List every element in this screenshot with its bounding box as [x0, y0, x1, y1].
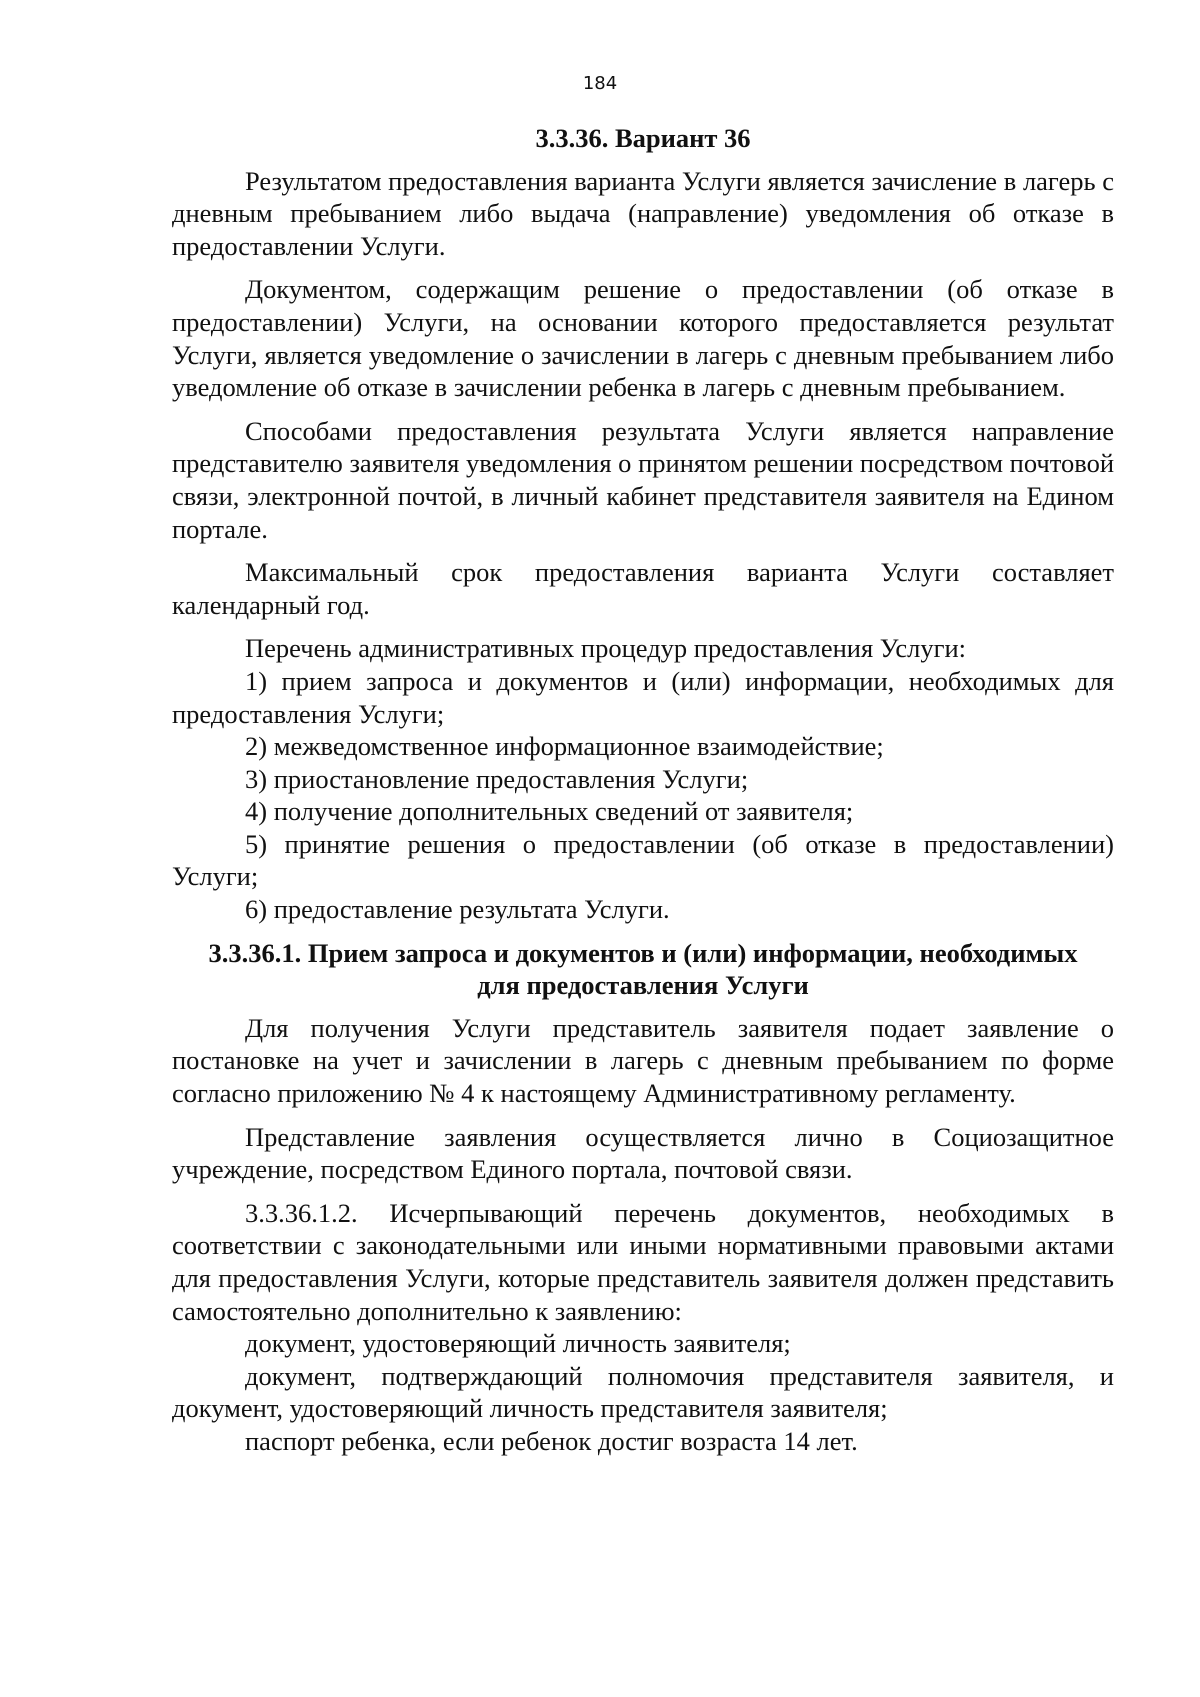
subsection-heading — [172, 937, 1114, 1002]
procedure-item: 4) получение дополнительных сведений от заявителя; — [245, 796, 854, 827]
subsection-heading-line: для предоставления Услуги — [477, 970, 809, 1001]
result-paragraph: Результатом предоставления варианта Услуги является зачисление в лагерь с дневным пребыванием либо выдача (направление) уведомления об отказе в предоставлении Услуги. — [172, 165, 1114, 261]
submission-paragraph: Представление заявления осуществляется лично в Социозащитное учреждение, посредством Единого портала, почтовой связи. — [172, 1121, 1114, 1185]
delivery-methods-paragraph: Способами предоставления результата Услуги является направление представителю заявителя уведомления о принятом решении посредством почтовой связи, электронной почтой, в личный кабинет представителя заявителя на Едином портале. — [172, 415, 1114, 544]
page-number: 184 — [582, 73, 618, 94]
document-item: документ, подтверждающий полномочия представителя заявителя, и документ, удостоверяющий личность представителя заявителя; — [172, 1360, 1114, 1424]
document-item: документ, удостоверяющий личность заявителя; — [245, 1328, 791, 1359]
procedure-item: 3) приостановление предоставления Услуги; — [245, 763, 749, 794]
decision-document-paragraph: Документом, содержащим решение о предоставлении (об отказе в предоставлении) Услуги, на основании которого предоставляется результат Услуги, является уведомление о зачислении в лагерь с дневным пребыванием либо уведомление об отказе в зачислении ребенка в лагерь с дневным пребыванием. — [172, 274, 1114, 403]
procedure-item: 2) межведомственное информационное взаимодействие; — [245, 731, 884, 762]
documents-list-intro: 3.3.36.1.2. Исчерпывающий перечень документов, необходимых в соответствии с законодательными или иными нормативными правовыми актами для предоставления Услуги, которые представитель заявителя должен представить самостоятельно дополнительно к заявлению: — [172, 1197, 1114, 1326]
procedure-item: 1) прием запроса и документов и (или) информации, необходимых для предоставления Услуги; — [172, 665, 1114, 729]
max-term-paragraph: Максимальный срок предоставления варианта Услуги составляет календарный год. — [172, 557, 1114, 620]
section-heading: 3.3.36. Вариант 36 — [535, 123, 751, 153]
procedure-item: 6) предоставление результата Услуги. — [245, 894, 670, 925]
subsection-heading-line: 3.3.36.1. Прием запроса и документов и (или) информации, необходимых — [208, 937, 1078, 968]
procedure-item: 5) принятие решения о предоставлении (об отказе в предоставлении) Услуги; — [172, 828, 1114, 892]
procedures-intro: Перечень административных процедур предоставления Услуги: — [245, 633, 967, 664]
application-paragraph: Для получения Услуги представитель заявителя подает заявление о постановке на учет и зачислении в лагерь с дневным пребыванием по форме согласно приложению № 4 к настоящему Административному регламенту. — [172, 1012, 1114, 1109]
document-item: паспорт ребенка, если ребенок достиг возраста 14 лет. — [245, 1425, 858, 1456]
page-content — [172, 122, 1114, 1458]
